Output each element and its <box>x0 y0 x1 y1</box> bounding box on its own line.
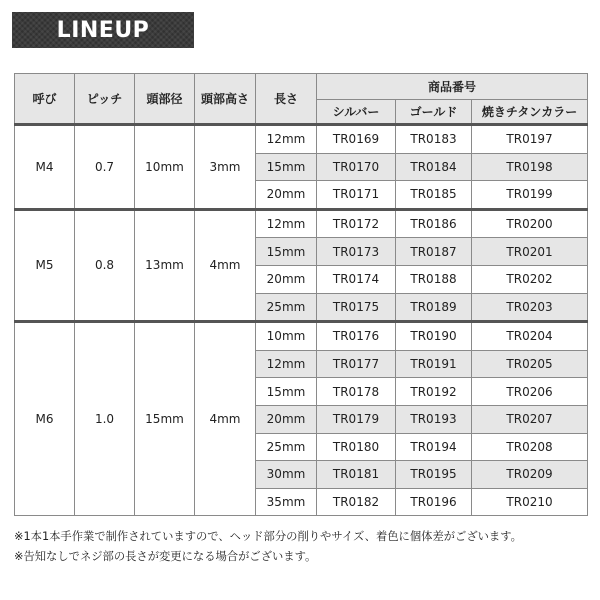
head-height-cell: 4mm <box>195 322 256 516</box>
gold-code-cell: TR0187 <box>396 238 472 266</box>
burnt-titanium-code-cell: TR0202 <box>472 265 588 293</box>
gold-code-cell: TR0186 <box>396 209 472 238</box>
length-cell: 12mm <box>256 209 317 238</box>
gold-code-cell: TR0184 <box>396 153 472 181</box>
header-head-height: 頭部高さ <box>195 74 256 125</box>
length-cell: 20mm <box>256 405 317 433</box>
silver-code-cell: TR0177 <box>317 350 396 378</box>
lineup-banner <box>12 12 194 48</box>
length-cell: 25mm <box>256 293 317 322</box>
pitch-cell: 0.7 <box>75 125 135 210</box>
burnt-titanium-code-cell: TR0204 <box>472 322 588 351</box>
gold-code-cell: TR0183 <box>396 125 472 154</box>
head-height-cell: 3mm <box>195 125 256 210</box>
burnt-titanium-code-cell: TR0198 <box>472 153 588 181</box>
silver-code-cell: TR0175 <box>317 293 396 322</box>
header-length: 長さ <box>256 74 317 125</box>
length-cell: 25mm <box>256 433 317 461</box>
gold-code-cell: TR0192 <box>396 378 472 406</box>
table-row <box>15 125 588 154</box>
lineup-title: LINEUP <box>56 17 150 43</box>
gold-code-cell: TR0185 <box>396 181 472 210</box>
gold-code-cell: TR0189 <box>396 293 472 322</box>
silver-code-cell: TR0179 <box>317 405 396 433</box>
length-cell: 12mm <box>256 125 317 154</box>
burnt-titanium-code-cell: TR0208 <box>472 433 588 461</box>
burnt-titanium-code-cell: TR0201 <box>472 238 588 266</box>
gold-code-cell: TR0194 <box>396 433 472 461</box>
burnt-titanium-code-cell: TR0197 <box>472 125 588 154</box>
note-line: ※告知なしでネジ部の長さが変更になる場合がございます。 <box>14 550 317 563</box>
burnt-titanium-code-cell: TR0209 <box>472 461 588 489</box>
length-cell: 15mm <box>256 238 317 266</box>
header-gold: ゴールド <box>396 100 472 125</box>
gold-code-cell: TR0188 <box>396 265 472 293</box>
silver-code-cell: TR0171 <box>317 181 396 210</box>
head-height-cell: 4mm <box>195 209 256 321</box>
lineup-table <box>14 73 588 516</box>
burnt-titanium-code-cell: TR0210 <box>472 488 588 516</box>
call-cell: M6 <box>15 322 75 516</box>
burnt-titanium-code-cell: TR0206 <box>472 378 588 406</box>
silver-code-cell: TR0172 <box>317 209 396 238</box>
burnt-titanium-code-cell: TR0203 <box>472 293 588 322</box>
burnt-titanium-code-cell: TR0200 <box>472 209 588 238</box>
length-cell: 35mm <box>256 488 317 516</box>
header-call: 呼び <box>15 74 75 125</box>
header-product-number: 商品番号 <box>317 74 588 100</box>
silver-code-cell: TR0181 <box>317 461 396 489</box>
gold-code-cell: TR0191 <box>396 350 472 378</box>
gold-code-cell: TR0193 <box>396 405 472 433</box>
table-row <box>15 322 588 351</box>
gold-code-cell: TR0190 <box>396 322 472 351</box>
header-pitch: ピッチ <box>75 74 135 125</box>
length-cell: 20mm <box>256 265 317 293</box>
silver-code-cell: TR0178 <box>317 378 396 406</box>
call-cell: M5 <box>15 209 75 321</box>
pitch-cell: 1.0 <box>75 322 135 516</box>
head-diameter-cell: 10mm <box>135 125 195 210</box>
head-diameter-cell: 13mm <box>135 209 195 321</box>
length-cell: 20mm <box>256 181 317 210</box>
notes <box>14 527 594 567</box>
length-cell: 15mm <box>256 153 317 181</box>
silver-code-cell: TR0176 <box>317 322 396 351</box>
silver-code-cell: TR0170 <box>317 153 396 181</box>
size-group <box>15 209 588 321</box>
header-head-diameter: 頭部径 <box>135 74 195 125</box>
note-line: ※1本1本手作業で制作されていますので、ヘッド部分の削りやサイズ、着色に個体差がございます。 <box>14 530 522 543</box>
length-cell: 15mm <box>256 378 317 406</box>
silver-code-cell: TR0174 <box>317 265 396 293</box>
header-burnt-titanium: 焼きチタンカラー <box>472 100 588 125</box>
pitch-cell: 0.8 <box>75 209 135 321</box>
gold-code-cell: TR0195 <box>396 461 472 489</box>
table-row <box>15 209 588 238</box>
silver-code-cell: TR0182 <box>317 488 396 516</box>
size-group <box>15 125 588 210</box>
silver-code-cell: TR0169 <box>317 125 396 154</box>
size-group <box>15 322 588 516</box>
silver-code-cell: TR0173 <box>317 238 396 266</box>
silver-code-cell: TR0180 <box>317 433 396 461</box>
length-cell: 30mm <box>256 461 317 489</box>
burnt-titanium-code-cell: TR0207 <box>472 405 588 433</box>
length-cell: 12mm <box>256 350 317 378</box>
call-cell: M4 <box>15 125 75 210</box>
burnt-titanium-code-cell: TR0199 <box>472 181 588 210</box>
length-cell: 10mm <box>256 322 317 351</box>
header-silver: シルバー <box>317 100 396 125</box>
head-diameter-cell: 15mm <box>135 322 195 516</box>
gold-code-cell: TR0196 <box>396 488 472 516</box>
burnt-titanium-code-cell: TR0205 <box>472 350 588 378</box>
